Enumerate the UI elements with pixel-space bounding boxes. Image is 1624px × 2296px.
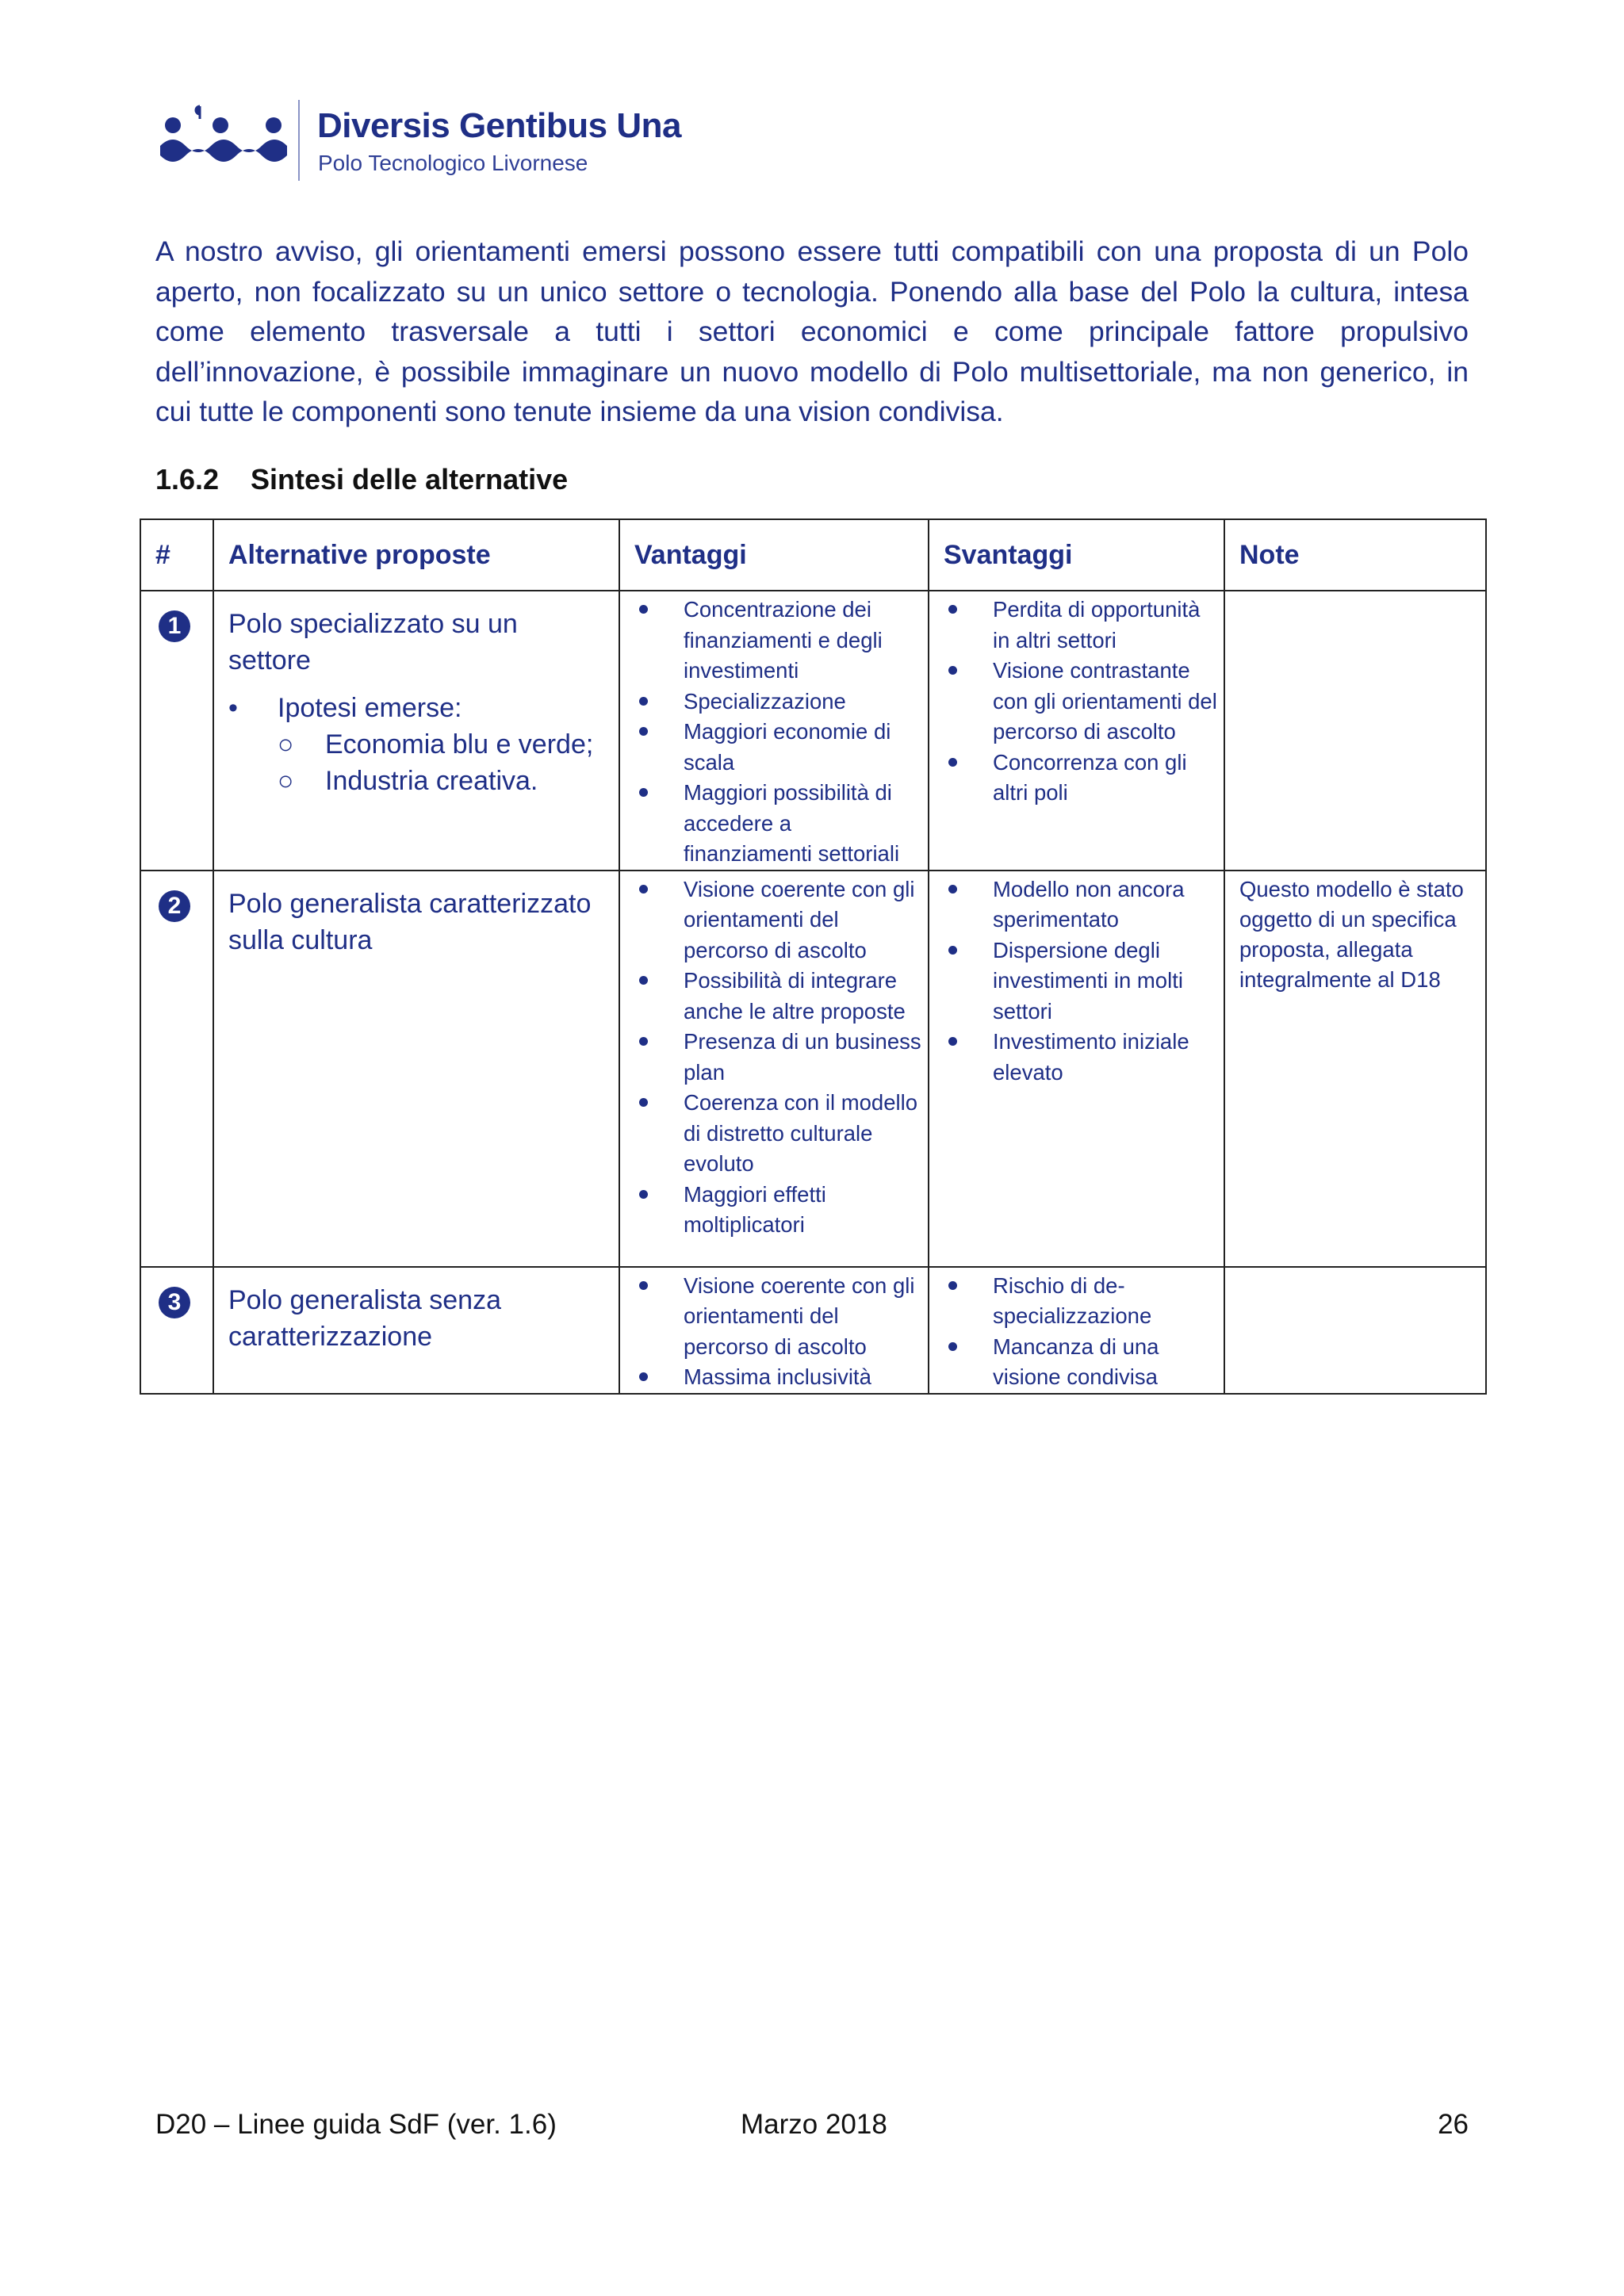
footer-page-number: 26: [1438, 2109, 1469, 2140]
intro-paragraph: A nostro avviso, gli orientamenti emersi possono essere tutti compatibili con una proposta di un Polo aperto, non focalizzato su un unico settore o tecnologia. Ponendo alla base del Polo la cultura, intesa come elemento trasversale a tutti i settori economici e come principale fattore propulsivo dell’innovazione, è possibile immaginare un nuovo modello di Polo multisettoriale, ma non generico, in cui tutte le componenti sono tenute insieme da una vision condivisa.: [155, 235, 1469, 427]
notes-cell: [1224, 591, 1486, 871]
list-item: Coerenza con il modello di distretto culturale evoluto: [638, 1088, 923, 1180]
disadvantages-cell: [929, 591, 1224, 871]
list-item: Rischio di de-specializzazione: [947, 1271, 1219, 1332]
list-item: Specializzazione: [638, 687, 923, 718]
alternative-cell: [213, 1267, 619, 1394]
table-row: [140, 871, 1486, 1267]
row-number-badge: 3: [159, 1287, 190, 1318]
alternative-title: Polo specializzato su un settore: [228, 609, 518, 675]
advantages-cell: [619, 871, 929, 1267]
alternative-sub-list: [214, 690, 619, 799]
list-item: ○ Economia blu e verde;: [278, 729, 594, 760]
row-number-cell: [140, 871, 213, 1267]
header-disadvantages: Svantaggi: [929, 519, 1224, 591]
list-item: Concorrenza con gli altri poli: [947, 748, 1219, 809]
section-number: 1.6.2: [155, 463, 220, 496]
section-heading: [155, 463, 568, 496]
sub-heading: Ipotesi emerse:: [278, 693, 462, 723]
advantages-cell: [619, 591, 929, 871]
sub-item-text: Industria creativa.: [325, 766, 538, 796]
list-item: Investimento iniziale elevato: [947, 1027, 1219, 1088]
logo-title: Diversis Gentibus Una: [317, 106, 681, 145]
list-item: Mancanza di una visione condivisa: [947, 1332, 1219, 1393]
list-item: Visione coerente con gli orientamenti del percorso di ascolto: [638, 874, 923, 966]
alternative-cell: [213, 871, 619, 1267]
header-hash: #: [140, 519, 213, 591]
alternative-title: Polo generalista caratterizzato sulla cultura: [228, 888, 592, 955]
header-notes: Note: [1224, 519, 1486, 591]
advantages-list: [620, 591, 928, 870]
table-row: [140, 1267, 1486, 1394]
note-text: [1225, 591, 1485, 595]
list-item: Maggiori effetti moltiplicatori: [638, 1180, 923, 1241]
list-item: Concentrazione dei finanziamenti e degli investimenti: [638, 595, 923, 687]
advantages-list: [620, 871, 928, 1241]
waves-and-dots-logo-icon: [159, 97, 293, 184]
row-number-badge: 2: [159, 890, 190, 922]
row-number-badge: 1: [159, 610, 190, 642]
advantages-cell: [619, 1267, 929, 1394]
logo-subtitle: Polo Tecnologico Livornese: [318, 151, 588, 175]
disadvantages-list: [929, 591, 1224, 809]
header-logo: [159, 97, 681, 184]
table-row: [140, 591, 1486, 871]
logo-divider: [298, 100, 300, 181]
notes-cell: [1224, 1267, 1486, 1394]
list-item: Maggiori economie di scala: [638, 717, 923, 778]
section-title: Sintesi delle alternative: [251, 463, 569, 496]
header-advantages: Vantaggi: [619, 519, 929, 591]
alternative-title: Polo generalista senza caratterizzazione: [228, 1284, 502, 1352]
list-item: Perdita di opportunità in altri settori: [947, 595, 1219, 656]
list-item: • Ipotesi emerse: ○ Economia blu e verde; ○ Industria creativa.: [228, 690, 619, 799]
list-item: ○ Industria creativa.: [278, 766, 538, 796]
alternatives-table: [140, 519, 1487, 1395]
table-header-row: [140, 519, 1486, 591]
disadvantages-list: [929, 871, 1224, 1089]
footer-date: Marzo 2018: [741, 2109, 887, 2140]
list-item: Modello non ancora sperimentato: [947, 874, 1219, 936]
row-number-cell: [140, 1267, 213, 1394]
list-item: Maggiori possibilità di accedere a finanziamenti settoriali: [638, 778, 923, 870]
list-item: Dispersione degli investimenti in molti settori: [947, 936, 1219, 1027]
list-item: Possibilità di integrare anche le altre proposte: [638, 966, 923, 1027]
advantages-list: [620, 1268, 928, 1393]
list-item: Visione contrastante con gli orientamenti del percorso di ascolto: [947, 656, 1219, 748]
sub-item-text: Economia blu e verde;: [325, 729, 594, 760]
header-alternatives: Alternative proposte: [213, 519, 619, 591]
note-text: [1225, 1268, 1485, 1271]
alternative-cell: [213, 591, 619, 871]
footer-document-title: D20 – Linee guida SdF (ver. 1.6): [155, 2109, 557, 2140]
row-number-cell: [140, 591, 213, 871]
note-text: Questo modello è stato oggetto di un specifica proposta, allegata integralmente al D18: [1239, 876, 1464, 992]
disadvantages-list: [929, 1268, 1224, 1393]
disadvantages-cell: [929, 871, 1224, 1267]
alternative-sub-sublist: [228, 726, 619, 799]
list-item: Presenza di un business plan: [638, 1027, 923, 1088]
list-item: Visione coerente con gli orientamenti del percorso di ascolto: [638, 1271, 923, 1363]
notes-cell: [1224, 871, 1486, 1267]
list-item: Massima inclusività: [638, 1362, 923, 1393]
disadvantages-cell: [929, 1267, 1224, 1394]
